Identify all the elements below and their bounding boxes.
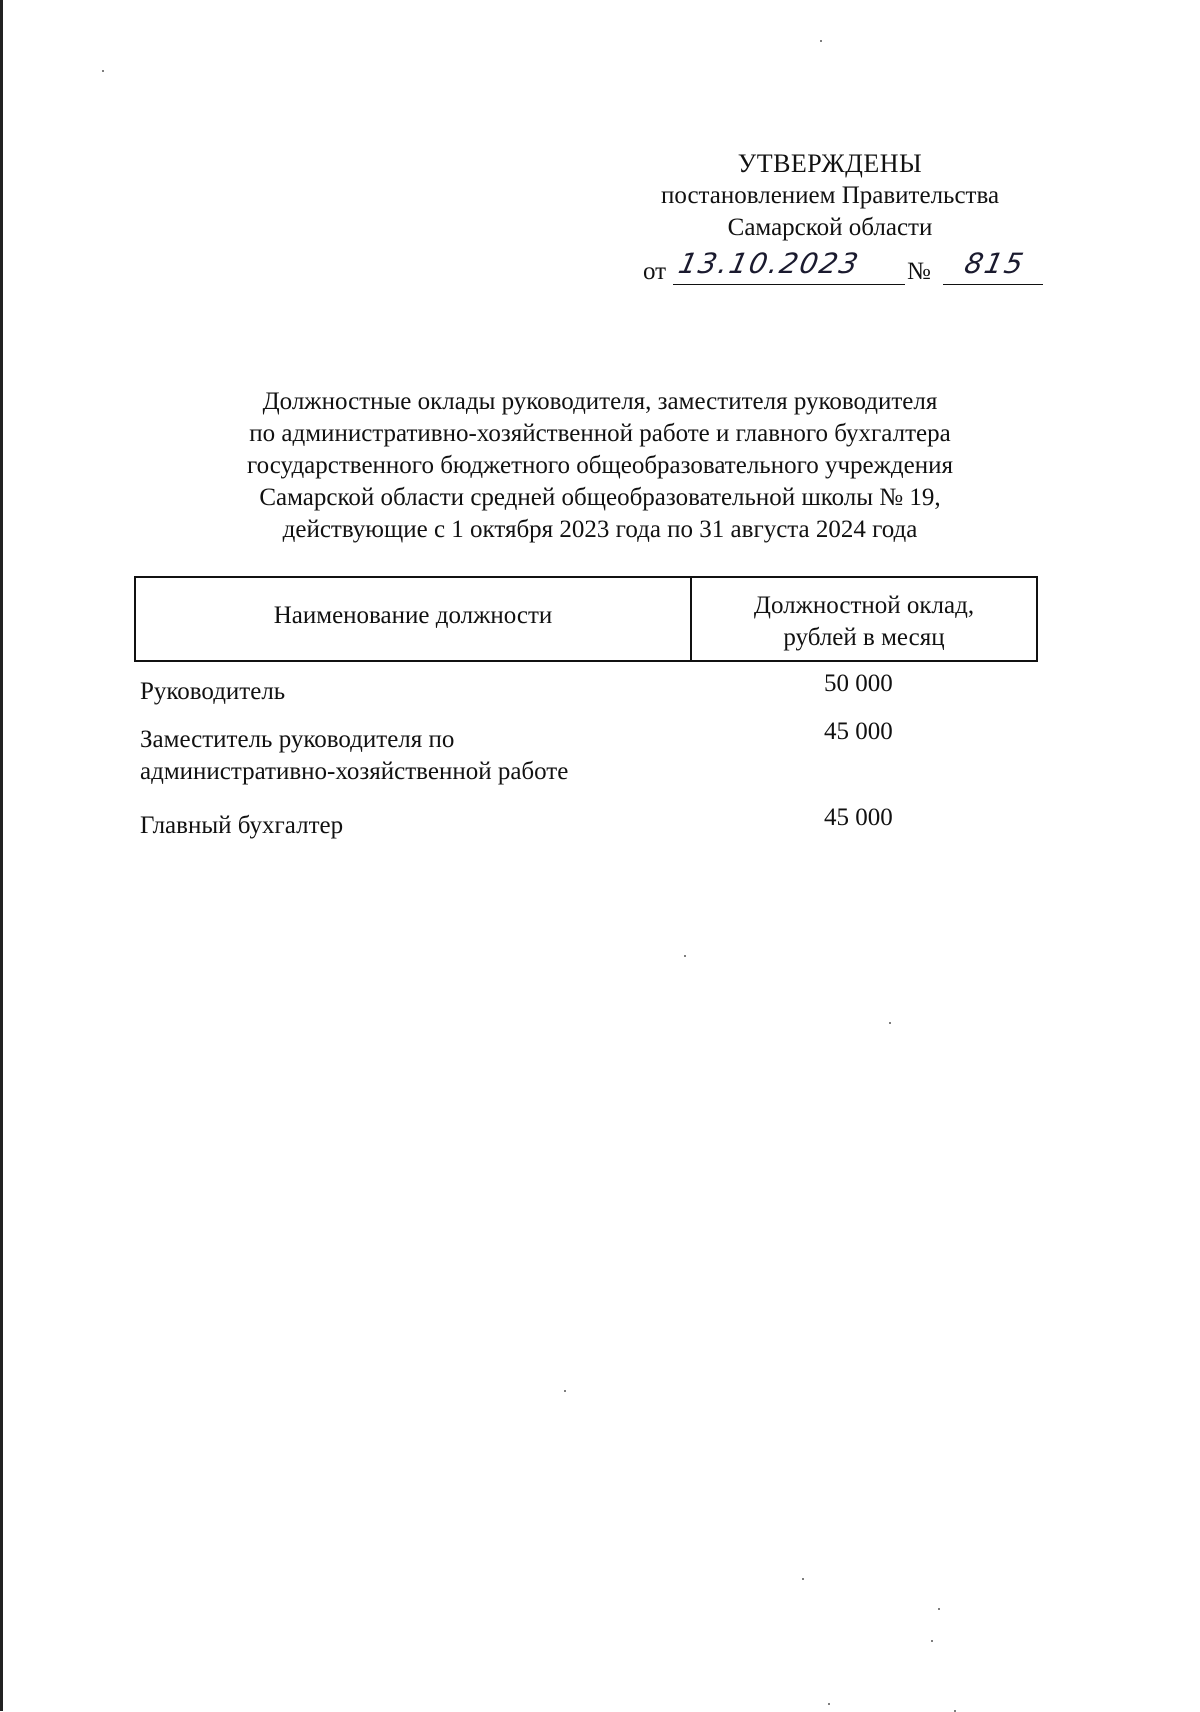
table-row	[134, 718, 1038, 810]
scan-speck	[684, 955, 686, 957]
approval-title: УТВЕРЖДЕНЫ	[737, 149, 923, 178]
salary-value: 45 000	[824, 718, 893, 745]
scan-speck	[564, 1390, 566, 1392]
heading-line: действующие с 1 октября 2023 года по 31 августа 2024 года	[282, 516, 918, 543]
scan-speck	[820, 40, 822, 42]
header-salary-line-1: Должностной оклад,	[753, 592, 975, 619]
position-name-line: Руководитель	[140, 678, 286, 705]
salary-table	[134, 576, 1038, 850]
date-field	[673, 247, 905, 285]
heading-line: государственного бюджетного общеобразовательного учреждения	[247, 452, 953, 479]
header-position-name: Наименование должности	[136, 578, 692, 660]
heading-line: Должностные оклады руководителя, заместителя руководителя	[262, 388, 938, 415]
scan-speck	[802, 1578, 804, 1580]
table-header	[134, 576, 1038, 662]
scan-speck	[102, 70, 104, 72]
heading-line: Самарской области средней общеобразовательной школы № 19,	[259, 484, 941, 511]
scan-speck	[889, 1022, 891, 1024]
position-name-line: Заместитель руководителя по	[140, 726, 455, 753]
scan-edge	[0, 0, 3, 1711]
document-heading	[150, 386, 1050, 546]
position-name-line: Главный бухгалтер	[140, 812, 344, 839]
salary-value: 45 000	[824, 804, 893, 831]
header-salary-line-2: рублей в месяц	[783, 624, 945, 651]
date-prefix: от	[643, 258, 667, 285]
handwritten-number: 815	[961, 247, 1029, 280]
salary-value: 50 000	[824, 670, 893, 697]
position-name	[134, 676, 690, 724]
number-prefix: №	[907, 258, 931, 285]
approval-stamp-block	[620, 148, 1040, 286]
approval-line-1: постановлением Правительства	[660, 182, 1000, 209]
table-row	[134, 804, 1038, 850]
approval-line-2: Самарской области	[727, 214, 933, 241]
scan-speck	[938, 1608, 940, 1610]
position-name-line: административно-хозяйственной работе	[140, 758, 569, 785]
position-name	[134, 724, 690, 810]
approval-date-line	[620, 247, 1040, 286]
scan-speck	[931, 1640, 933, 1642]
table-row	[134, 670, 1038, 724]
scan-speck	[828, 1703, 830, 1705]
position-name	[134, 810, 690, 850]
handwritten-date: 13.10.2023	[675, 247, 863, 280]
header-salary	[692, 578, 1036, 660]
heading-line: по административно-хозяйственной работе и главного бухгалтера	[249, 420, 951, 447]
number-field	[943, 247, 1043, 285]
